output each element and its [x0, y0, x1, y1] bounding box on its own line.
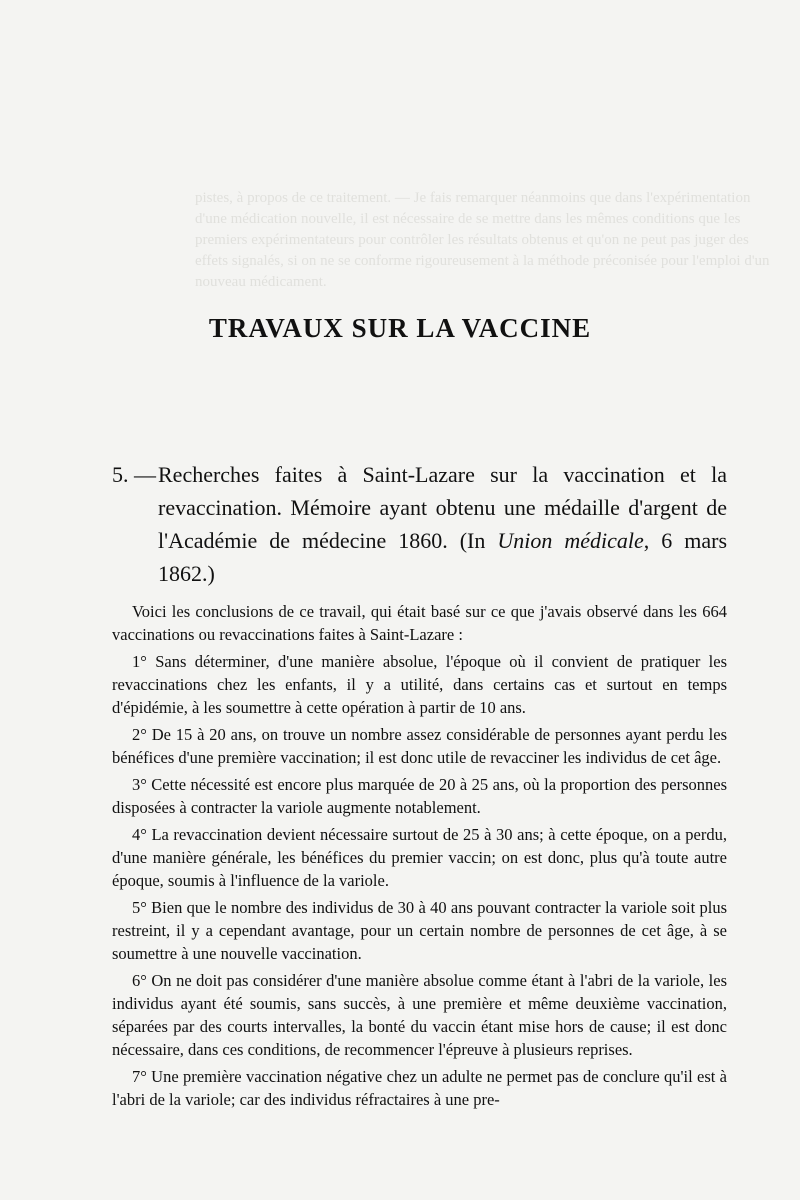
bleed-through-text: pistes, à propos de ce traitement. — Je fais remarquer néanmoins que dans l'expérimentation d'une médication nouvelle, il est nécessaire de se mettre dans les mêmes conditions que les premiers expérimentateurs pour contrôler les résultats obtenus et qu'on ne peut pas juger des effets signalés, si on ne se conforme rigoureusement à la méthode préconisée pour l'emploi d'un nouveau médicament.	[195, 190, 770, 290]
conclusion-item: 5° Bien que le nombre des individus de 30 à 40 ans pouvant contracter la variole soit plus restreint, il y a cependant avantage, pour un certain nombre de personnes de cet âge, à se soumettre à une nouvelle vaccination.	[112, 898, 727, 963]
entry-text-after: , 6 mars 1862.)	[158, 528, 727, 586]
entry-number: 5. —	[112, 462, 156, 487]
conclusion-item: 7° Une première vaccination négative chez un adulte ne permet pas de conclure qu'il est à l'abri de la variole; car des individus réfractaires à une pre-	[112, 1067, 727, 1109]
page-title: TRAVAUX SUR LA VACCINE	[208, 313, 592, 343]
conclusion-item: 2° De 15 à 20 ans, on trouve un nombre assez considérable de personnes ayant perdu les bénéfices d'une première vaccination; il est donc utile de revacciner les individus de cet âge.	[112, 725, 727, 767]
conclusion-item: 4° La revaccination devient nécessaire surtout de 25 à 30 ans; à cette époque, on a perdu, d'une manière générale, les bénéfices du premier vaccin; on est donc, plus qu'à toute autre époque, soumis à l'influence de la variole.	[112, 825, 727, 890]
conclusion-item: 6° On ne doit pas considérer d'une manière absolue comme étant à l'abri de la variole, les individus ayant été soumis, sans succès, à une première et même deuxième vaccination, séparées par des courts intervalles, la bonté du vaccin étant mise hors de cause; il est donc nécessaire, dans ces conditions, de recommencer l'épreuve à plusieurs reprises.	[112, 971, 727, 1059]
conclusion-item: 3° Cette nécessité est encore plus marquée de 20 à 25 ans, où la proportion des personnes disposées à contracter la variole augmente notablement.	[112, 775, 727, 817]
conclusion-intro: Voici les conclusions de ce travail, qui était basé sur ce que j'avais observé dans les 664 vaccinations ou revaccinations faites à Saint-Lazare :	[112, 602, 727, 644]
conclusions-list	[112, 600, 727, 1115]
entry-body	[112, 458, 727, 590]
publication-entry	[112, 458, 727, 590]
conclusion-item: 1° Sans déterminer, d'une manière absolue, l'époque où il convient de pratiquer les revaccinations chez les enfants, il y a utilité, dans certains cas et surtout en temps d'épidémie, à les soumettre à cette opération à partir de 10 ans.	[112, 652, 727, 717]
entry-journal: Union médicale	[497, 528, 644, 553]
entry-text-before: Recherches faites à Saint-Lazare sur la vaccination et la revaccination. Mémoire ayant obtenu une médaille d'argent de l'Académie de médecine 1860. (In	[158, 462, 727, 553]
